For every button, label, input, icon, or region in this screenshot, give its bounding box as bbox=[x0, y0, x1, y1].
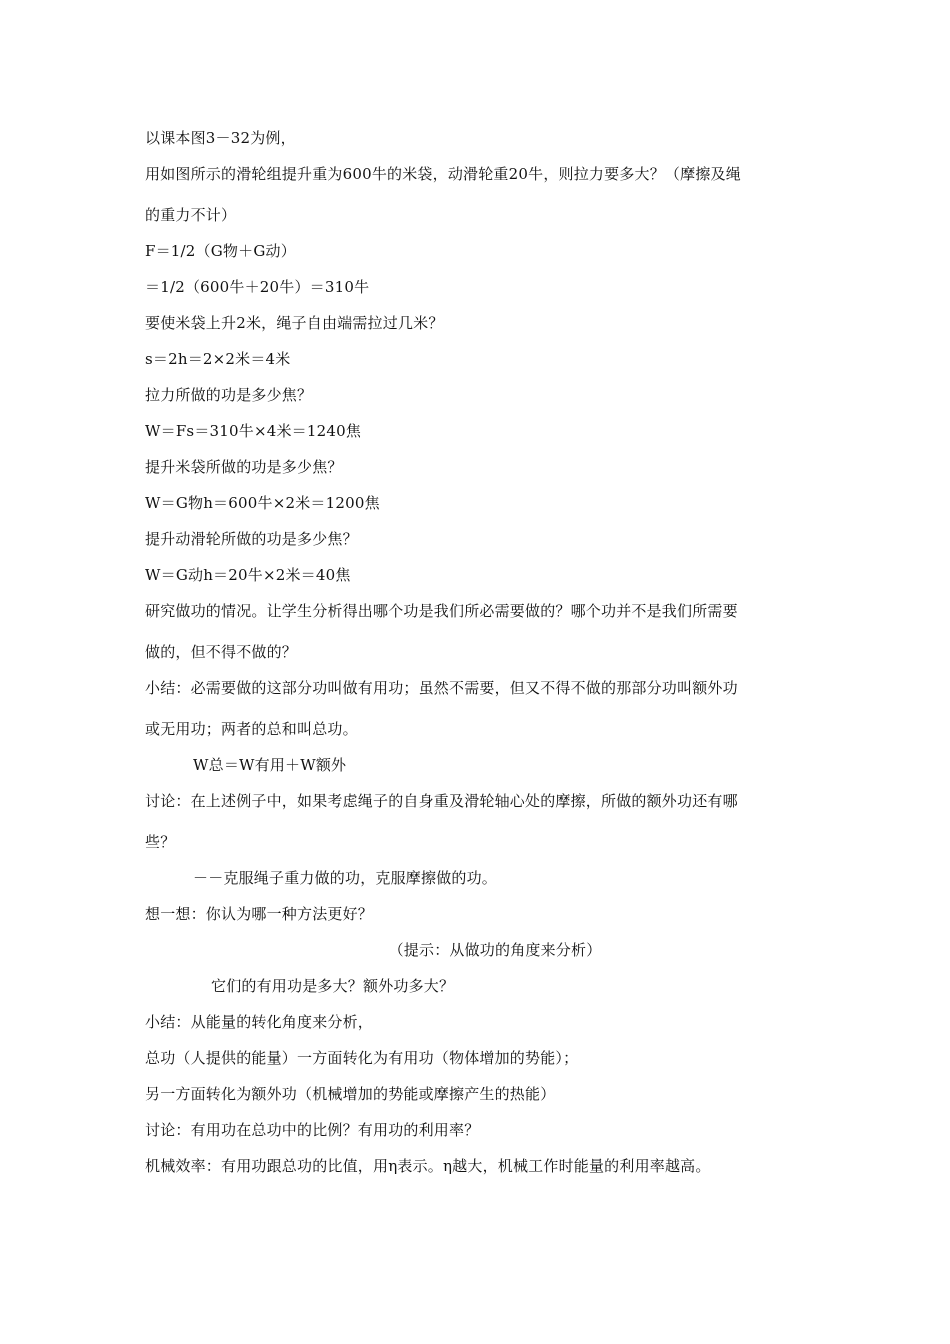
text-line-question-pulley-work: 提升动滑轮所做的功是多少焦？ bbox=[145, 530, 358, 548]
text-line-research-cont: 做的，但不得不做的？ bbox=[145, 643, 298, 661]
text-line-think: 想一想：你认为哪一种方法更好？ bbox=[145, 905, 374, 923]
text-line-discussion-ratio: 讨论：有用功在总功中的比例？有用功的利用率？ bbox=[145, 1121, 480, 1139]
text-line-discussion-cont: 些？ bbox=[145, 833, 176, 851]
formula-line-distance: s＝2h＝2×2米＝4米 bbox=[145, 350, 291, 368]
formula-line-rice-work: W＝G物h＝600牛×2米＝1200焦 bbox=[145, 494, 380, 512]
text-line-question-rice-work: 提升米袋所做的功是多少焦？ bbox=[145, 458, 343, 476]
text-line-question-distance: 要使米袋上升2米，绳子自由端需拉过几米？ bbox=[145, 314, 444, 332]
formula-line-tension: F＝1/2（G物＋G动） bbox=[145, 242, 296, 260]
text-line-summary-energy: 小结：从能量的转化角度来分析， bbox=[145, 1013, 374, 1031]
text-line-efficiency: 机械效率：有用功跟总功的比值，用η表示。η越大，机械工作时能量的利用率越高。 bbox=[145, 1157, 711, 1175]
formula-line-total-work: W＝Fs＝310牛×4米＝1240焦 bbox=[145, 422, 362, 440]
formula-line-pulley-work: W＝G动h＝20牛×2米＝40焦 bbox=[145, 566, 351, 584]
text-line-total-work-energy: 总功（人提供的能量）一方面转化为有用功（物体增加的势能）； bbox=[145, 1049, 579, 1067]
text-line-summary: 小结：必需要做的这部分功叫做有用功；虽然不需要，但又不得不做的那部分功叫额外功 bbox=[145, 679, 738, 697]
text-line-question-work: 拉力所做的功是多少焦？ bbox=[145, 386, 313, 404]
formula-line-work-sum: W总＝W有用＋W额外 bbox=[193, 756, 347, 774]
text-line-1: 以课本图3－32为例， bbox=[145, 129, 296, 147]
text-line-summary-cont: 或无用功；两者的总和叫总功。 bbox=[145, 720, 358, 738]
text-line-discussion: 讨论：在上述例子中，如果考虑绳子的自身重及滑轮轴心处的摩擦，所做的额外功还有哪 bbox=[145, 792, 738, 810]
text-line-research: 研究做功的情况。让学生分析得出哪个功是我们所必需要做的？哪个功并不是我们所需要 bbox=[145, 602, 738, 620]
text-line-extra-work-energy: 另一方面转化为额外功（机械增加的势能或摩擦产生的热能） bbox=[145, 1085, 556, 1103]
text-line-2: 用如图所示的滑轮组提升重为600牛的米袋，动滑轮重20牛，则拉力要多大？（摩擦及绳 bbox=[145, 165, 741, 183]
text-line-hint: （提示：从做功的角度来分析） bbox=[388, 941, 602, 959]
text-line-3: 的重力不计） bbox=[145, 206, 237, 224]
text-line-question-useful: 它们的有用功是多大？额外功多大？ bbox=[211, 977, 455, 995]
text-line-answer: －－克服绳子重力做的功，克服摩擦做的功。 bbox=[193, 869, 498, 887]
formula-line-tension-result: ＝1/2（600牛＋20牛）＝310牛 bbox=[145, 278, 370, 296]
